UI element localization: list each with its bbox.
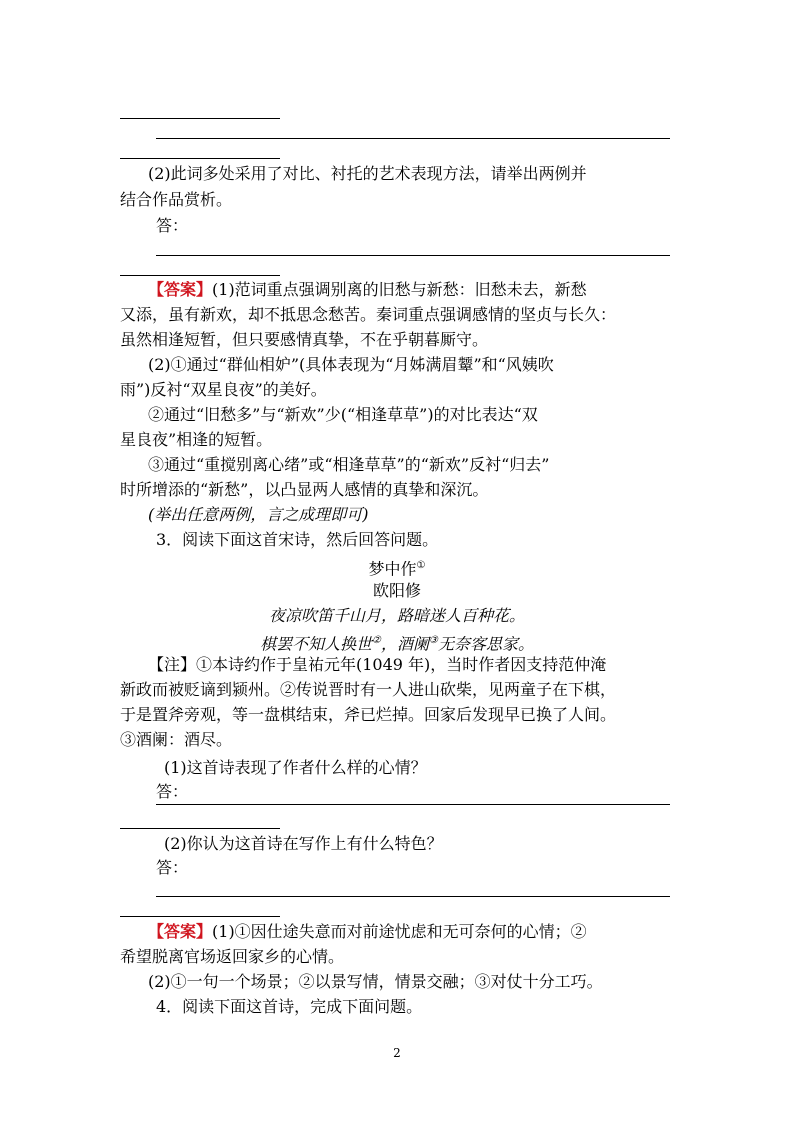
poem-note: 新政而被贬谪到颍州。②传说晋时有一人进山砍柴，见两童子在下棋， <box>120 680 617 699</box>
answer-text: 虽然相逢短暂，但只要感情真挚，不在乎朝暮厮守。 <box>120 330 489 349</box>
question-text: (2)你认为这首诗在写作上有什么特色？ <box>164 834 443 853</box>
poem-note: ③酒阑：酒尽。 <box>120 730 233 749</box>
answer-text: (2)①通过“群仙相妒”(具体表现为“月姊满眉颦”和“风姨吹 <box>148 355 554 374</box>
question-stem: 4．阅读下面这首诗，完成下面问题。 <box>156 997 423 1016</box>
answer-block: 【答案】(1)①因仕途失意而对前途忧虑和无可奈何的心情；② <box>148 922 587 941</box>
answer-text: 又添，虽有新欢，却不抵思念愁苦。秦词重点强调感情的坚贞与长久： <box>120 305 617 324</box>
question-text: (2)此词多处采用了对比、衬托的艺术表现方法，请举出两例并 <box>148 164 587 183</box>
answer-block: 【答案】(1)范词重点强调别离的旧愁与新愁：旧愁未去，新愁 <box>148 280 587 299</box>
answer-prompt: 答： <box>156 782 189 801</box>
answer-text: 希望脱离官场返回家乡的心情。 <box>120 947 345 966</box>
poem-note: 【注】①本诗约作于皇祐元年(1049 年)，当时作者因支持范仲淹 <box>148 655 607 674</box>
answer-blank-line <box>156 896 670 897</box>
answer-blank-line <box>156 804 670 805</box>
answer-text: (2)①一句一个场景；②以景写情，情景交融；③对仗十分工巧。 <box>148 972 603 991</box>
answer-prompt: 答： <box>156 858 189 877</box>
answer-text: ③通过“重搅别离心绪”或“相逢草草”的“新欢”反衬“归去” <box>148 455 550 474</box>
answer-text: 时所增添的“新愁”，以凸显两人感情的真挚和深沉。 <box>120 480 489 499</box>
poem-verse: 棋罢不知人换世②，酒阑③无奈客思家。 <box>260 634 534 654</box>
answer-text: ②通过“旧愁多”与“新欢”少(“相逢草草”)的对比表达“双 <box>148 405 538 424</box>
answer-blank-line <box>120 158 280 159</box>
poem-note: 于是置斧旁观，等一盘棋结束，斧已烂掉。回家后发现早已换了人间。 <box>120 705 617 724</box>
answer-text: 雨”)反衬“双星良夜”的美好。 <box>120 380 327 399</box>
answer-text: 星良夜”相逢的短暂。 <box>120 430 273 449</box>
question-stem: 3．阅读下面这首宋诗，然后回答问题。 <box>156 530 439 549</box>
question-text: (1)这首诗表现了作者什么样的心情？ <box>164 758 427 777</box>
poem-author: 欧阳修 <box>372 581 421 600</box>
answer-blank-line <box>120 828 280 829</box>
page-number: 2 <box>393 1046 401 1060</box>
answer-blank-line <box>120 916 280 917</box>
poem-verse: 夜凉吹笛千山月，路暗迷人百种花。 <box>268 606 525 625</box>
question-text: 结合作品赏析。 <box>120 190 233 209</box>
answer-blank-line <box>120 118 280 119</box>
answer-blank-line <box>156 138 670 139</box>
answer-tag: 【答案】 <box>148 922 213 941</box>
answer-text: (举出任意两例，言之成理即可) <box>148 505 369 524</box>
answer-tag: 【答案】 <box>148 280 213 299</box>
poem-title: 梦中作① <box>368 559 426 579</box>
answer-prompt: 答： <box>156 216 189 235</box>
answer-blank-line <box>120 275 280 276</box>
answer-blank-line <box>156 255 670 256</box>
